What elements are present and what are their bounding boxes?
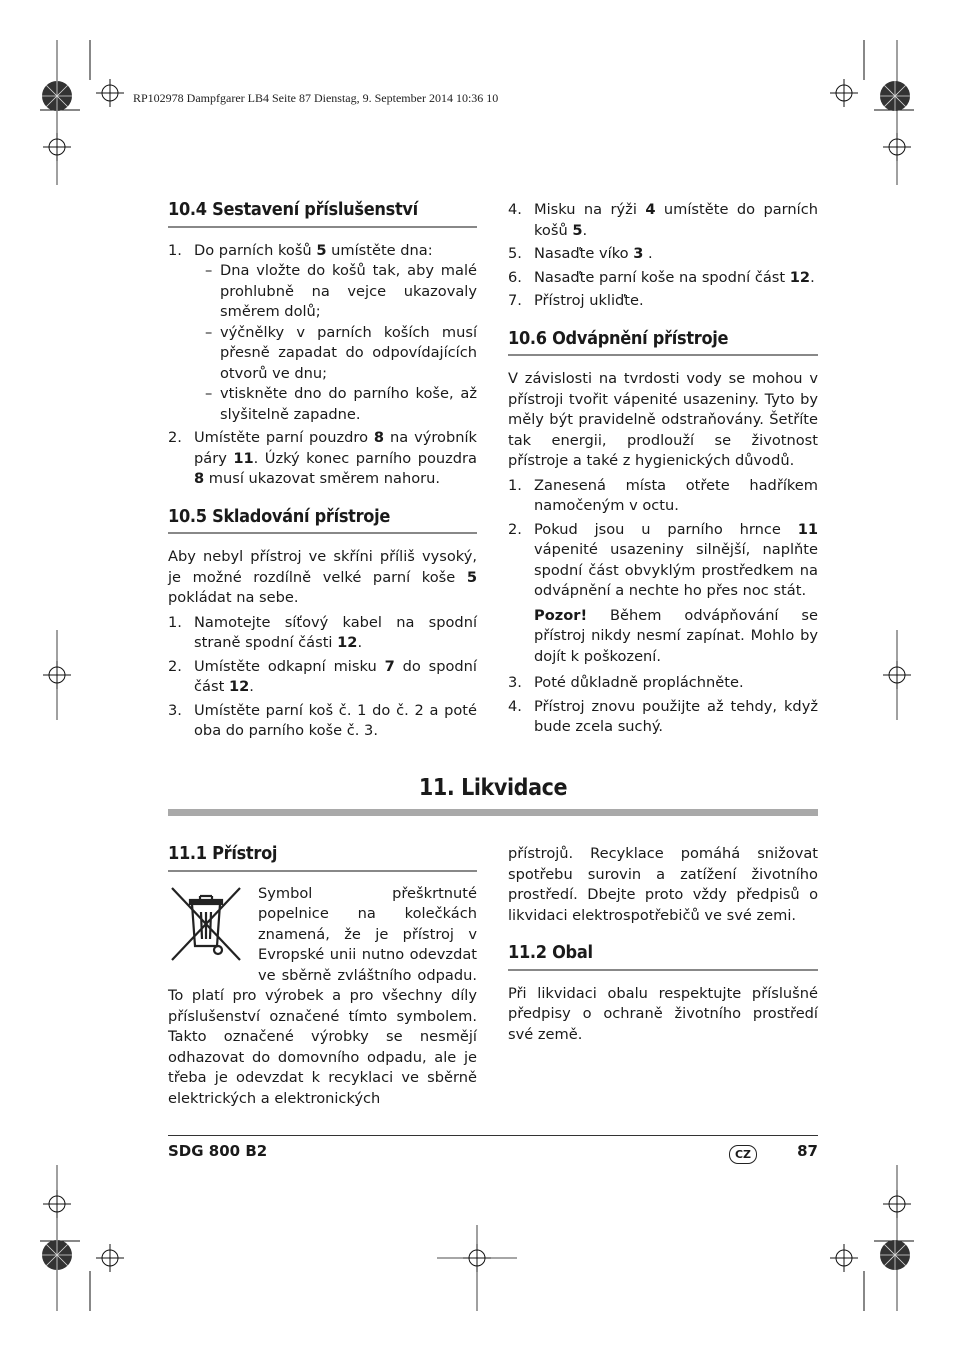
list-item: 3. Umístěte parní koš č. 1 do č. 2 a poté oba do parního koše č. 3.: [168, 701, 477, 739]
list-item: 3. Poté důkladně propláchněte.: [508, 674, 744, 691]
chapter-divider: [168, 809, 818, 816]
page-number: 87: [797, 1142, 818, 1160]
print-slug: RP102978 Dampfgarer LB4 Seite 87 Dienstag, 9. September 2014 10:36 10: [133, 91, 499, 105]
list-item: 2. Pokud jsou u parního hrnce 11 vápenité usazeniny silnější, naplňte spodní část obvyklým prostředkem na odvápnění a nechte ho přes noc stát. Pozor! Během odvápňování se přístroj nikdy nesmí zapínat. Mohlo by dojít k poškození.: [508, 520, 818, 668]
warning-note: Pozor! Během odvápňování se přístroj nikdy nesmí zapínat. Mohlo by dojít k poškození.: [534, 606, 818, 665]
list-item: 2. Umístěte parní pouzdro 8 na výrobník páry 11. Úzký konec parního pouzdra 8 musí ukazovat směrem nahoru.: [168, 429, 477, 487]
dash-item: – výčnělky v parních koších musí přesně zapadat do odpovídajících otvorů ve dnu;: [205, 323, 477, 382]
dash-list: [179, 261, 477, 425]
assembly-steps: [168, 241, 477, 490]
paragraph: Symbol přeškrtnuté popelnice na kolečkách znamená, že je přístroj v Evropské unii nutno odevzdat ve sběrně zvláštního odpadu. To platí pro výrobek a pro všechny díly příslušenství označené tímto symbolem. Takto označené výrobky se nesmějí odhazovat do domovního odpadu, ale je třeba je odevzdat k recyklaci ve sběrně elektrických a elektronických: [168, 884, 477, 1107]
paragraph: přístrojů. Recyklace pomáhá snižovat spotřebu surovin a zatížení životního prostředí. Dbejte proto vždy předpisů o likvidaci elektrospotřebičů ve své zemi.: [508, 845, 818, 924]
dash-item: – Dna vložte do košů tak, aby malé prohlubně na vejce ukazovaly směrem dolů;: [205, 262, 477, 320]
list-item: 4. Misku na rýži 4 umístěte do parních košů 5.: [508, 201, 818, 239]
chapter-title: 11. Likvidace: [418, 775, 568, 801]
list-item: 1. Namotejte síťový kabel na spodní straně spodní části 12.: [168, 613, 477, 651]
paragraph: Při likvidaci obalu respektujte příslušné předpisy o ochraně životního prostředí své země.: [508, 984, 818, 1043]
heading-10-4: 10.4 Sestavení příslušenství: [168, 200, 477, 228]
model-number: SDG 800 B2: [168, 1142, 268, 1160]
page-footer: [168, 1135, 818, 1161]
heading-11-2: 11.2 Obal: [508, 943, 818, 971]
chapter-heading-block: [168, 775, 818, 816]
list-item: 5. Nasaďte víko 3 .: [508, 245, 653, 262]
right-column-bottom: [508, 844, 818, 1045]
left-column-top: [168, 200, 477, 742]
right-column-top: [508, 200, 818, 738]
heading-11-1: 11.1 Přístroj: [168, 844, 477, 872]
descaling-steps: [508, 476, 818, 738]
list-item: 1. Zanesená místa otřete hadříkem namočeným v octu.: [508, 476, 818, 514]
left-column-bottom: [168, 844, 477, 1109]
storage-steps: [168, 613, 477, 742]
list-item: 7. Přístroj ukliďte.: [508, 292, 644, 309]
language-badge: CZ: [729, 1145, 757, 1164]
list-item: 6. Nasaďte parní koše na spodní část 12.: [508, 268, 815, 286]
heading-10-6: 10.6 Odvápnění přístroje: [508, 329, 818, 357]
list-item: 4. Přístroj znovu použijte až tehdy, když bude zcela suchý.: [508, 697, 818, 735]
heading-10-5: 10.5 Skladování přístroje: [168, 507, 477, 535]
list-item: 1. Do parních košů 5 umístěte dna: – Dna vložte do košů tak, aby malé prohlubně na vejce ukazovaly směrem dolů; – výčnělky v parních koších musí přesně zapadat do odpovídajících otvorů ve dnu; – vtiskněte dno do parního koše, až slyšitelně zapadne.: [168, 241, 477, 426]
assembly-steps-continued: [508, 200, 818, 312]
paragraph: Aby nebyl přístroj ve skříni příliš vysoký, je možné rozdílně velké parní koše 5 pokládat na sebe.: [168, 548, 477, 606]
crossed-out-wheelie-bin-icon: [168, 884, 244, 964]
dash-item: – vtiskněte dno do parního koše, až slyšitelně zapadne.: [205, 385, 477, 423]
paragraph: V závislosti na tvrdosti vody se mohou v přístroji tvořit vápenité usazeniny. Tyto by měly být pravidelně odstraňovány. Šetříte tak energii, prodlouží se životnost přístroje a také z hygienických důvodů.: [508, 370, 818, 469]
list-item: 2. Umístěte odkapní misku 7 do spodní část 12.: [168, 657, 477, 695]
